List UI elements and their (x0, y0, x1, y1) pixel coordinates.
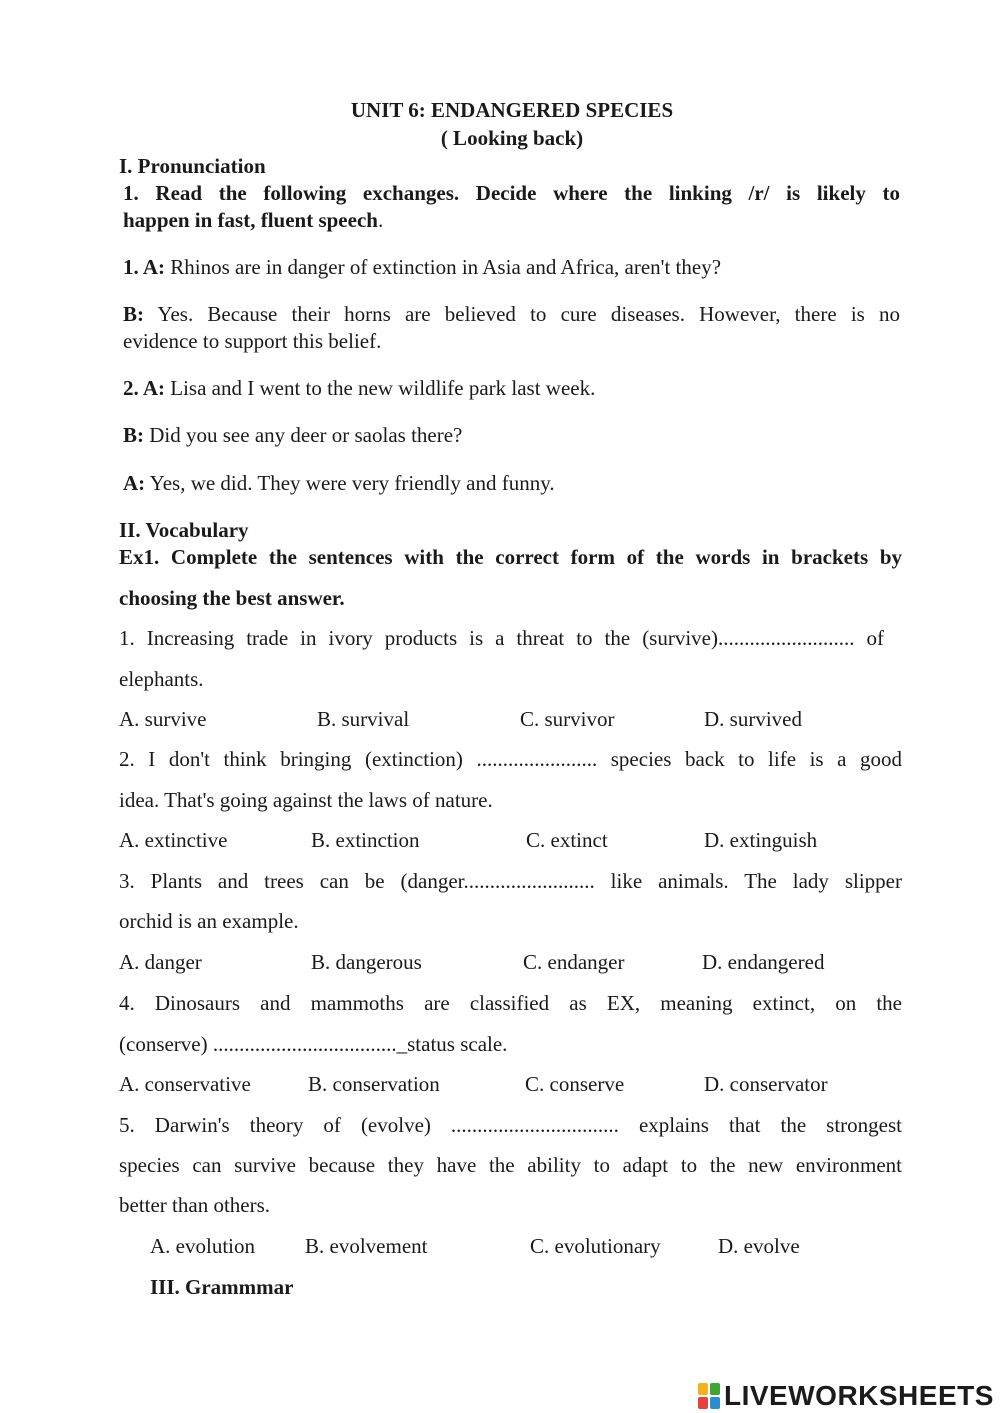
exchange-line (123, 374, 595, 402)
pronunciation-instruction-line1: 1. Read the following exchanges. Decide where the linking /r/ is likely to (123, 181, 900, 205)
exchange-line-continued: evidence to support this belief. (123, 329, 382, 353)
question-5-option-c: C. evolutionary (530, 1234, 661, 1258)
question-2-option-c: C. extinct (526, 828, 608, 852)
page-title: UNIT 6: ENDANGERED SPECIES (350, 98, 674, 122)
question-5-line2: species can survive because they have the ability to adapt to the new environment (119, 1153, 902, 1177)
question-3-option-c: C. endanger (523, 950, 625, 974)
question-5-option-b: B. evolvement (305, 1234, 428, 1258)
exchange-text: Rhinos are in danger of extinction in Asia and Africa, aren't they? (165, 255, 722, 279)
question-3-line1: 3. Plants and trees can be (danger......................... like animals. The lady slipper (119, 869, 902, 893)
speaker-label: B: (123, 302, 144, 326)
liveworksheets-logo-text: LIVEWORKSHEETS (724, 1380, 994, 1411)
question-4-line1: 4. Dinosaurs and mammoths are classified as EX, meaning extinct, on the (119, 991, 902, 1015)
question-5-line3: better than others. (119, 1193, 271, 1217)
question-2-option-a: A. extinctive (119, 828, 228, 852)
exchange-line (123, 253, 721, 281)
exchange-text: Yes. Because their horns are believed to cure diseases. However, there is no (144, 302, 900, 326)
question-4-option-d: D. conservator (704, 1072, 828, 1096)
question-3-option-b: B. dangerous (311, 950, 422, 974)
question-1-option-a: A. survive (119, 707, 207, 731)
question-5-option-a: A. evolution (150, 1234, 255, 1258)
vocabulary-instruction-line1: Ex1. Complete the sentences with the correct form of the words in brackets by (119, 545, 902, 569)
instruction-period: . (377, 208, 384, 232)
speaker-label: 2. A: (123, 376, 165, 400)
exchange-line (123, 421, 462, 449)
speaker-label: 1. A: (123, 255, 165, 279)
question-5-option-d: D. evolve (718, 1234, 800, 1258)
question-5-line1: 5. Darwin's theory of (evolve) ................................ explains that the strongest (119, 1113, 902, 1137)
vocabulary-instruction-line2: choosing the best answer. (119, 586, 345, 610)
logo-square-red (698, 1397, 708, 1409)
question-4-option-a: A. conservative (119, 1072, 251, 1096)
question-3-line2: orchid is an example. (119, 909, 299, 933)
question-3-option-d: D. endangered (702, 950, 825, 974)
question-2-line2: idea. That's going against the laws of nature. (119, 788, 493, 812)
question-1-option-c: C. survivor (520, 707, 615, 731)
instruction-text: happen in fast, fluent speech (123, 208, 378, 232)
question-1-option-b: B. survival (317, 707, 410, 731)
section-heading-grammar: III. Grammmar (150, 1275, 294, 1299)
question-2-option-d: D. extinguish (704, 828, 818, 852)
question-1-line1: 1. Increasing trade in ivory products is a threat to the (survive).......................... of (119, 626, 884, 650)
question-4-option-b: B. conservation (308, 1072, 440, 1096)
question-2-option-b: B. extinction (311, 828, 420, 852)
question-4-line2: (conserve) ..................................._status scale. (119, 1032, 508, 1056)
page-subtitle: ( Looking back) (440, 126, 584, 150)
exchange-text: Yes, we did. They were very friendly and funny. (145, 471, 555, 495)
liveworksheets-logo-icon (698, 1383, 720, 1409)
logo-square-blue (710, 1397, 720, 1409)
question-2-line1: 2. I don't think bringing (extinction) ....................... species back to life is a good (119, 747, 902, 771)
logo-square-green (710, 1383, 720, 1395)
exchange-line (123, 469, 555, 497)
exchange-line (123, 300, 900, 328)
liveworksheets-logo (698, 1380, 994, 1412)
section-heading-vocabulary: II. Vocabulary (119, 518, 249, 542)
exchange-text: Lisa and I went to the new wildlife park last week. (165, 376, 596, 400)
exchange-text: Did you see any deer or saolas there? (144, 423, 463, 447)
question-3-option-a: A. danger (119, 950, 202, 974)
pronunciation-instruction-line2 (123, 206, 383, 234)
speaker-label: B: (123, 423, 144, 447)
question-1-line2: elephants. (119, 667, 204, 691)
logo-square-yellow (698, 1383, 708, 1395)
section-heading-pronunciation: I. Pronunciation (119, 154, 266, 178)
question-1-option-d: D. survived (704, 707, 802, 731)
question-4-option-c: C. conserve (525, 1072, 625, 1096)
speaker-label: A: (123, 471, 146, 495)
